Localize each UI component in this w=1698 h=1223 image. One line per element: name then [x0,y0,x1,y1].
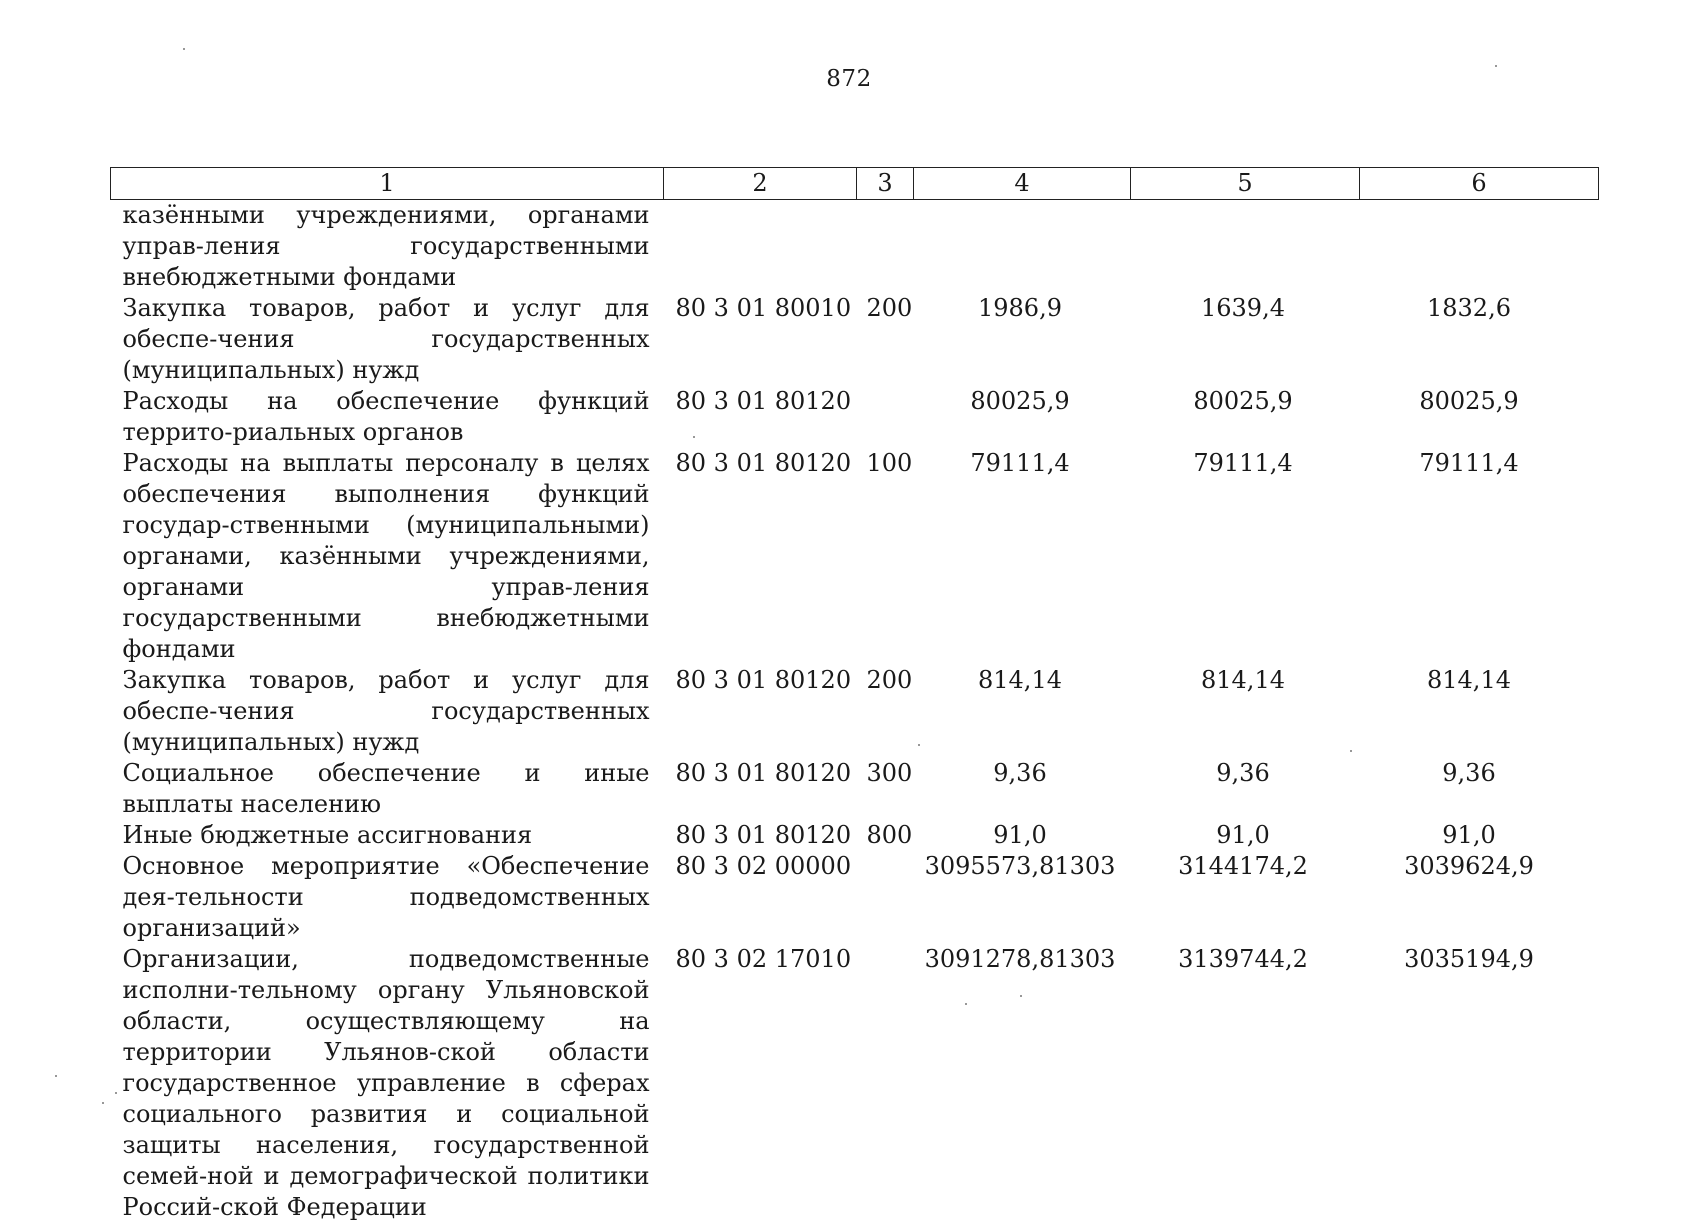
row-description: Расходы на выплаты персоналу в целях обеспечения выполнения функций государ-ственными (муниципальными) органами, казёнными учреждениями, органами управ-ления государственными внебюджетными фондами [111,448,664,665]
column-header-2: 2 [664,168,857,200]
row-value-col5: 91,0 [1131,820,1360,851]
row-expense-type [857,944,914,1223]
column-header-5: 5 [1131,168,1360,200]
row-expense-type [857,386,914,448]
scan-speck [965,1003,967,1005]
row-value-col4: 3091278,81303 [914,944,1131,1223]
table-row [111,386,1599,448]
column-header-6: 6 [1360,168,1599,200]
row-expense-type: 300 [857,758,914,820]
row-code [664,200,857,294]
row-description: Расходы на обеспечение функций террито-риальных органов [111,386,664,448]
header-row [111,168,1599,200]
row-value-col6: 3035194,9 [1360,944,1599,1223]
scan-speck [918,744,920,746]
row-value-col4: 1986,9 [914,293,1131,386]
row-expense-type: 200 [857,665,914,758]
row-expense-type [857,200,914,294]
row-value-col4: 91,0 [914,820,1131,851]
row-value-col6: 91,0 [1360,820,1599,851]
row-code: 80 3 02 17010 [664,944,857,1223]
row-description: Организации, подведомственные исполни-тельному органу Ульяновской области, осуществляющему на территории Ульянов-ской области государственное управление в сферах социального развития и социальной защиты населения, государственной семей-ной и демографической политики Россий-ской Федерации [111,944,664,1223]
row-value-col4: 80025,9 [914,386,1131,448]
row-value-col5: 80025,9 [1131,386,1360,448]
scan-speck [102,1102,104,1104]
row-description: Иные бюджетные ассигнования [111,820,664,851]
row-description: Социальное обеспечение и иные выплаты населению [111,758,664,820]
table-body [111,200,1599,1223]
row-code: 80 3 02 00000 [664,851,857,944]
budget-table [110,167,1599,1223]
row-value-col4: 79111,4 [914,448,1131,665]
row-value-col4 [914,200,1131,294]
row-value-col6: 3039624,9 [1360,851,1599,944]
scan-speck [1495,65,1497,67]
row-value-col5: 79111,4 [1131,448,1360,665]
row-value-col5: 9,36 [1131,758,1360,820]
row-code: 80 3 01 80120 [664,758,857,820]
scan-speck [693,436,695,438]
row-value-col6: 80025,9 [1360,386,1599,448]
row-code: 80 3 01 80010 [664,293,857,386]
row-description: Закупка товаров, работ и услуг для обеспе-чения государственных (муниципальных) нужд [111,293,664,386]
row-code: 80 3 01 80120 [664,665,857,758]
row-value-col4: 3095573,81303 [914,851,1131,944]
row-value-col6: 9,36 [1360,758,1599,820]
row-description: Основное мероприятие «Обеспечение дея-тельности подведомственных организаций» [111,851,664,944]
row-description: казёнными учреждениями, органами управ-ления государственными внебюджетными фондами [111,200,664,294]
row-value-col5: 814,14 [1131,665,1360,758]
table-row [111,665,1599,758]
table-row [111,200,1599,294]
scan-speck [1350,750,1352,752]
table-row [111,293,1599,386]
row-code: 80 3 01 80120 [664,448,857,665]
row-value-col5: 3139744,2 [1131,944,1360,1223]
row-value-col6 [1360,200,1599,294]
row-value-col5: 3144174,2 [1131,851,1360,944]
row-value-col6: 1832,6 [1360,293,1599,386]
scan-speck [115,1092,117,1094]
column-header-4: 4 [914,168,1131,200]
table-row [111,820,1599,851]
scan-speck [1020,995,1022,997]
row-description: Закупка товаров, работ и услуг для обеспе-чения государственных (муниципальных) нужд [111,665,664,758]
row-value-col4: 814,14 [914,665,1131,758]
column-header-1: 1 [111,168,664,200]
table-row [111,448,1599,665]
table-header [111,168,1599,200]
row-value-col5: 1639,4 [1131,293,1360,386]
row-expense-type: 200 [857,293,914,386]
row-expense-type: 800 [857,820,914,851]
row-code: 80 3 01 80120 [664,820,857,851]
row-expense-type [857,851,914,944]
row-value-col6: 79111,4 [1360,448,1599,665]
row-value-col5 [1131,200,1360,294]
page-number: 872 [0,66,1698,92]
scan-speck [55,1075,57,1077]
row-value-col6: 814,14 [1360,665,1599,758]
row-expense-type: 100 [857,448,914,665]
table-row [111,758,1599,820]
row-code: 80 3 01 80120 [664,386,857,448]
scan-speck [183,48,185,50]
row-value-col4: 9,36 [914,758,1131,820]
table-row [111,851,1599,944]
table-row [111,944,1599,1223]
column-header-3: 3 [857,168,914,200]
